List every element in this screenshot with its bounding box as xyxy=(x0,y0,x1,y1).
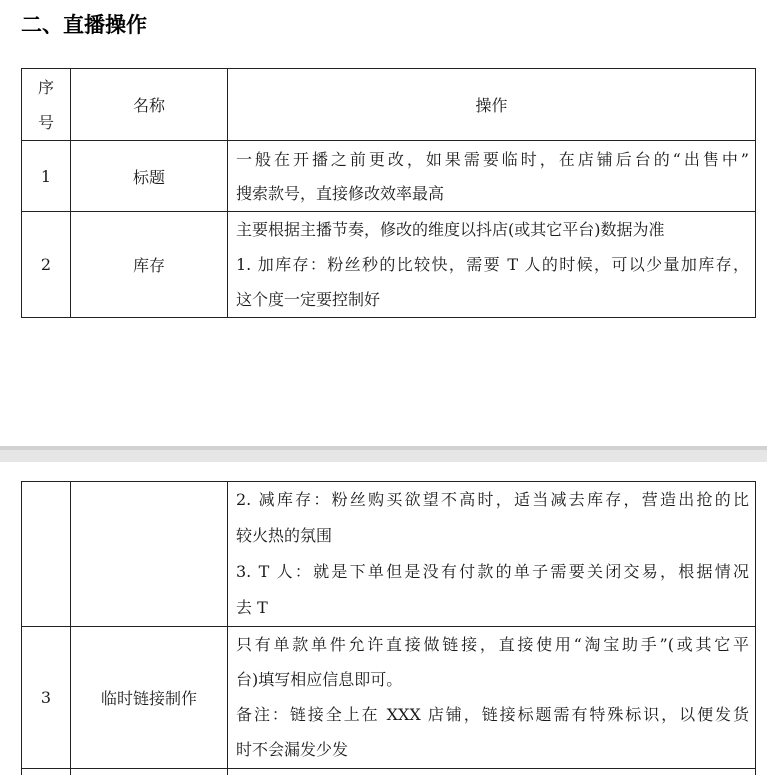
table-row-partial xyxy=(22,769,756,775)
live-operations-table-continued xyxy=(21,481,756,775)
operation-line: 搜索款号，直接修改效率最高 xyxy=(236,177,749,211)
header-seq-line-1: 序 xyxy=(22,70,70,105)
row-name xyxy=(71,482,228,627)
operation-line: 时不会漏发少发 xyxy=(236,732,749,767)
operation-line: 较火热的氛围 xyxy=(236,518,749,554)
row-operation xyxy=(228,627,756,769)
header-operation-cell: 操作 xyxy=(228,69,756,141)
table-row xyxy=(22,212,756,318)
header-name-cell: 名称 xyxy=(71,69,228,141)
live-operations-table xyxy=(21,68,756,318)
operation-line: 这个度一定要控制好 xyxy=(236,282,749,317)
row-operation xyxy=(228,212,756,318)
row-operation xyxy=(228,769,756,775)
row-seq xyxy=(22,482,71,627)
header-seq-line-2: 号 xyxy=(22,105,70,140)
row-operation xyxy=(228,482,756,627)
operation-line: 一般在开播之前更改，如果需要临时，在店铺后台的“出售中” xyxy=(236,143,749,177)
row-name: 临时链接制作 xyxy=(71,627,228,769)
row-name: 库存 xyxy=(71,212,228,318)
row-name xyxy=(71,769,228,775)
table-row xyxy=(22,627,756,769)
table-row xyxy=(22,482,756,627)
operation-line: 主要根据主播节奏，修改的维度以抖店(或其它平台)数据为准 xyxy=(236,212,749,247)
table-header-row xyxy=(22,69,756,141)
row-operation xyxy=(228,141,756,212)
row-seq: 1 xyxy=(22,141,71,212)
row-seq xyxy=(22,769,71,775)
row-name: 标题 xyxy=(71,141,228,212)
row-seq: 2 xyxy=(22,212,71,318)
section-heading: 二、直播操作 xyxy=(21,11,147,39)
operation-line: 1. 加库存：粉丝秒的比较快，需要 T 人的时候，可以少量加库存， xyxy=(236,247,749,282)
operation-line: 3. T 人：就是下单但是没有付款的单子需要关闭交易，根据情况 xyxy=(236,554,749,590)
page-break-divider xyxy=(0,446,767,462)
operation-line: 去 T xyxy=(236,590,749,626)
row-seq: 3 xyxy=(22,627,71,769)
operation-line: 2. 减库存：粉丝购买欲望不高时，适当减去库存，营造出抢的比 xyxy=(236,482,749,518)
operation-line: 备注：链接全上在 XXX 店铺，链接标题需有特殊标识，以便发货 xyxy=(236,697,749,732)
operation-line: 只有单款单件允许直接做链接，直接使用“淘宝助手”(或其它平 xyxy=(236,627,749,662)
header-seq-cell xyxy=(22,69,71,141)
table-row xyxy=(22,141,756,212)
operation-line: 台)填写相应信息即可。 xyxy=(236,662,749,697)
